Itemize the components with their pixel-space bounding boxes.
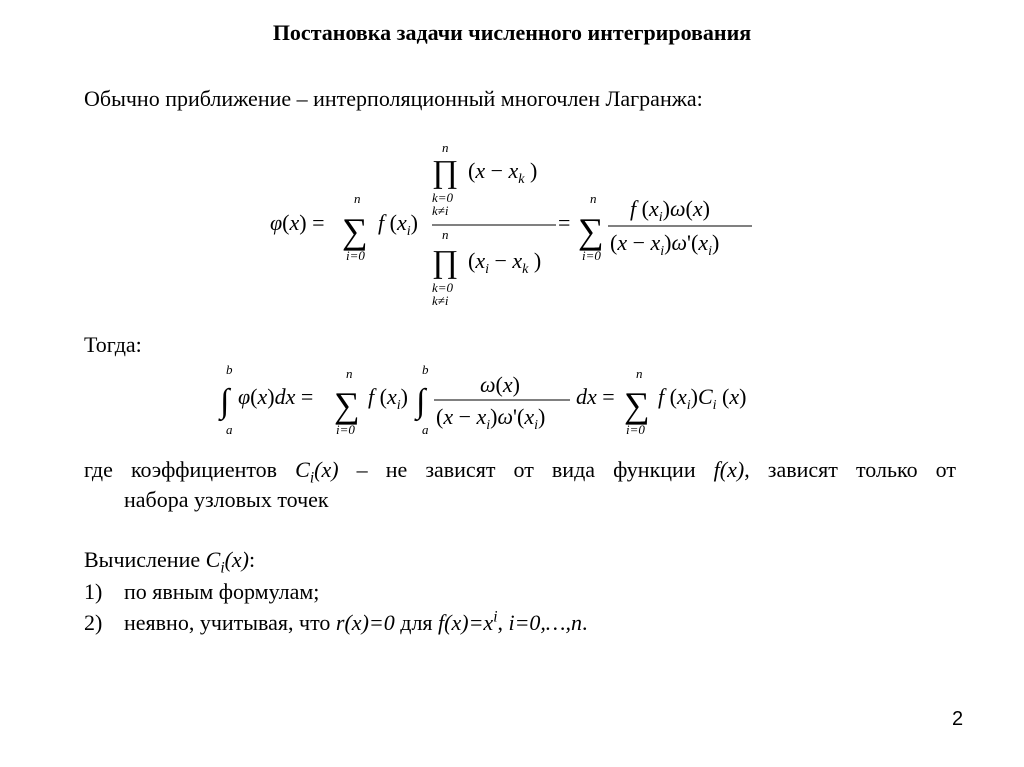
sum-lower-limit: i=0 <box>346 248 365 263</box>
sum-symbol-3: ∑ <box>334 385 360 425</box>
list-item-text: по явным формулам; <box>124 579 320 604</box>
svg-text:(xi − xk ): ($x_i - x_k$ ) <box>468 248 542 277</box>
svg-text:k=0: k=0 <box>432 280 454 295</box>
page-title: Постановка задачи численного интегрирования <box>272 20 752 45</box>
svg-text:k≠i: k≠i <box>432 293 449 308</box>
sum-symbol-4: ∑ <box>624 385 650 425</box>
svg-text:b: b <box>226 362 233 377</box>
svg-text:φ(x) =: φ(x) = <box>270 210 325 235</box>
page-number: 2 <box>952 708 964 730</box>
product-symbol-2: ∏ <box>432 243 459 279</box>
svg-text:k≠i: k≠i <box>432 203 449 218</box>
sum-upper-limit: n <box>354 191 361 206</box>
svg-text:i=0: i=0 <box>626 422 645 437</box>
svg-text:n: n <box>590 191 597 206</box>
list-item-2: 2) <box>84 610 103 635</box>
then-label: Тогда: <box>84 332 142 357</box>
intro-text: Обычно приближение – интерполяционный многочлен Лагранжа: <box>84 86 703 111</box>
svg-text:a: a <box>422 422 429 437</box>
svg-text:i=0: i=0 <box>336 422 355 437</box>
svg-text:ω(x): ω(x) <box>480 372 520 397</box>
coefficients-sentence-line2: набора узловых точек <box>124 487 329 512</box>
svg-text:a: a <box>226 422 233 437</box>
svg-text:n: n <box>442 227 449 242</box>
svg-text:φ(x)dx =: φ(x)dx = <box>238 384 314 409</box>
svg-text:n: n <box>636 366 643 381</box>
svg-text:f (xi): f $(x_i)$ <box>378 210 418 239</box>
svg-text:f (xi): f $(x_i)$ <box>368 384 408 413</box>
list-item: 1) <box>84 579 103 604</box>
svg-text:=: = <box>558 210 571 235</box>
integral-formula <box>218 362 778 442</box>
sum-symbol: ∑ <box>342 211 368 251</box>
svg-text:n: n <box>346 366 353 381</box>
integral-symbol: ∫ <box>220 383 230 420</box>
lagrange-formula <box>260 138 780 318</box>
svg-text:b: b <box>422 362 429 377</box>
list-item-2-text: неявно, учитывая, что r(x)=0 для $f(x)=x^i$, i=0,…,n. <box>124 608 588 635</box>
product-symbol: ∏ <box>432 153 459 189</box>
calculation-heading: Вычисление $C_i(x)$: <box>84 547 256 577</box>
svg-text:f (xi)Ci (x): f $(x_i)C_i$ (x) <box>658 384 747 413</box>
svg-text:dx =: dx = <box>576 384 615 409</box>
svg-text:(x − xi)ω'(xi): $(x - x_i)\omega'(x_i)$ <box>436 404 546 433</box>
svg-text:i=0: i=0 <box>582 248 601 263</box>
svg-text:f (xi)ω(x): f $(x_i)\omega(x)$ <box>630 196 710 225</box>
svg-text:(x − xi)ω'(xi): $(x - x_i)\omega'(x_i)$ <box>610 230 720 259</box>
sum-symbol-2: ∑ <box>578 211 604 251</box>
svg-text:(x − xk ): ($x - x_k$ ) <box>468 158 538 187</box>
svg-text:k=0: k=0 <box>432 190 454 205</box>
integral-symbol-2: ∫ <box>416 383 426 420</box>
svg-text:n: n <box>442 140 449 155</box>
coefficients-sentence: где коэффициентов $C_i(x)$ – не зависят от вида функции f(x), зависят только от <box>84 457 956 487</box>
